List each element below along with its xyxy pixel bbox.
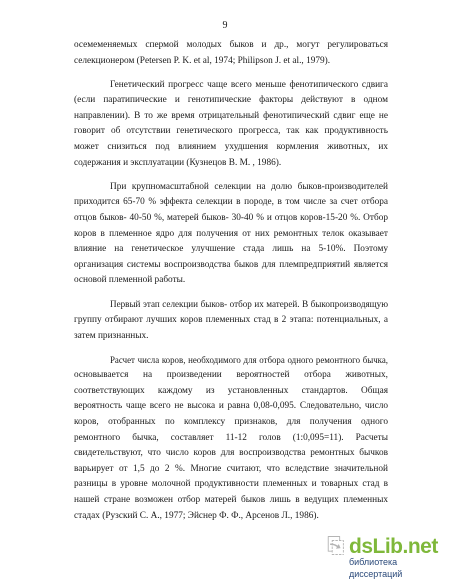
text-line: направлении). В то же время отрицательный фенотипический сдвиг еще не [74,110,388,121]
text-line: коров, отобранных по комплексу признаков, для получения одного [74,417,388,428]
text-line: Генетический прогресс чаще всего меньше фенотипического сдвига [110,79,388,90]
text-line: содержания и эксплуатации (Кузнецов В. М. , 1986). [74,157,282,168]
text-line: организация системы воспроизводства быков для племпредприятий является [74,259,388,270]
text-line: говорит об отсутствии генетического прогресса, так как продуктивность [74,126,388,137]
document-icon: ⎘ [327,534,345,559]
text-line: Первый этап селекции быков- отбор их матерей. В быкопроизводящую [110,299,388,310]
text-line: варьирует от 1,5 до 2 %. Многие считают, что вследствие значительной [74,463,388,474]
text-line: приходится 65-70 % эффекта селекции в породе, в том числе за счет отбора [74,197,388,208]
text-line: стадах (Рузский С. А., 1977; Эйснер Ф. Ф., Арсенов Л., 1986). [74,510,319,521]
text-line: разницы в уровне молочной продуктивности племенных и товарных стад в [74,479,388,490]
watermark-logo[interactable] [323,534,438,579]
watermark-tagline: библиотека диссертаций [349,557,403,579]
text-line: осемеменяемых спермой молодых быков и др., могут регулироваться [74,40,388,50]
document-body [74,38,388,524]
text-line: коров в племенное ядро для получения от них ремонтных телок оказывает [74,228,388,239]
text-line: вероятность чаще всего не высока и равна 0,08-0,095. Следовательно, число [74,401,388,412]
text-line: отцов быков- 40-50 %, матерей быков- 30-40 % и отцов коров-15-20 %. Отбор [74,212,388,223]
text-line: может снизиться под влиянием ухудшения кормления животных, их [74,142,388,153]
text-line: влияние на генетическое улучшение стада лишь на 5-10%. Поэтому [74,244,388,255]
watermark-brand: dsLib.net [349,535,438,558]
text-line: (если паратипические и генотипические факторы действуют в одном [74,95,388,106]
text-line: свидетельствуют, что число коров для воспроизводства ремонтных бычков [74,448,388,459]
text-line: селекционером (Petersen P. K. et al, 1974; Philipson J. et al., 1979). [74,55,331,66]
text-line: нашей стране возможен отбор матерей быков лишь в ведущих племенных [74,495,388,506]
text-line: соответствующих каждому из установленных стандартов. Общая [74,385,388,396]
page-number: 9 [222,20,228,31]
text-line: Расчет числа коров, необходимого для отбора одного ремонтного бычка, [110,354,388,365]
text-line: затем признанных. [74,330,149,341]
text-line: ремонтного бычка, составляет 11-12 голов (1:0,095=11). Расчеты [74,432,388,443]
text-line: При крупномасштабной селекции на долю быков-производителей [110,181,388,192]
text-line: основой племенной работы. [74,275,186,286]
text-line: основывается на произведении вероятностей отбора животных, [74,370,388,381]
text-line: группу отбирают лучших коров племенных стад в 2 этапа: потенциальных, а [74,315,388,325]
